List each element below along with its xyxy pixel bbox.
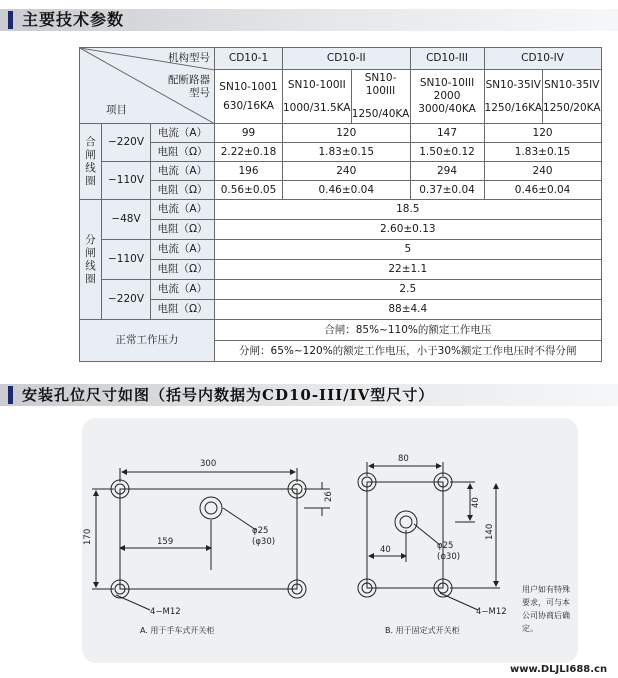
trip-110v-label: −110V	[102, 240, 151, 280]
a-caption: A. 用于手车式开关柜	[140, 626, 215, 635]
breaker-m4-right-rating: 1250/20KA	[543, 101, 601, 114]
close-220-res-m3: 1.50±0.12	[410, 143, 484, 162]
breaker-m1-type: SN10-1001	[219, 80, 278, 93]
b-outline	[367, 482, 443, 588]
model-cd10-1: CD10-1	[215, 48, 283, 70]
close-220-res-m1: 2.22±0.18	[215, 143, 283, 162]
b-dim-40-vertical: 40	[471, 497, 481, 508]
breaker-m4-right-type: SN10-35IV	[544, 78, 600, 91]
row-label-current: 电流（A）	[151, 240, 215, 260]
row-label-current: 电流（A）	[151, 162, 215, 181]
close-range-text: 合闸：85%~110%的额定工作电压	[215, 320, 602, 341]
close-110-current-m3: 294	[410, 162, 484, 181]
section-title-mounting: 安装孔位尺寸如图（括号内数据为CD10-III/IV型尺寸）	[22, 386, 435, 404]
close-220-res-m2: 1.83±0.15	[283, 143, 411, 162]
trip-220-current: 2.5	[215, 280, 602, 300]
b-dim-140: 140	[485, 523, 495, 540]
trip-48v-label: −48V	[102, 200, 151, 240]
breaker-m1-rating: 630/16KA	[223, 99, 274, 112]
close-110v-label: −110V	[102, 162, 151, 200]
close-220-current-m3: 147	[410, 124, 484, 143]
model-cd10-3: CD10-III	[410, 48, 484, 70]
row-label-resistance: 电阻（Ω）	[151, 143, 215, 162]
breaker-m3-rating1: 2000	[433, 90, 461, 102]
row-label-resistance: 电阻（Ω）	[151, 260, 215, 280]
normal-pressure-label: 正常工作压力	[80, 320, 215, 362]
breaker-m2-left-rating: 1000/31.5KA	[283, 101, 351, 114]
row-label-current: 电流（A）	[151, 124, 215, 143]
breaker-m3-type: SN10-10III	[419, 77, 475, 89]
breaker-m2-right-type: SN10-100III	[364, 72, 397, 97]
b-caption: B. 用于固定式开关柜	[385, 626, 460, 635]
trip-220v-label: −220V	[102, 280, 151, 320]
a-dim-width: 300	[200, 459, 217, 469]
close-110-current-m1: 196	[215, 162, 283, 181]
row-label-resistance: 电阻（Ω）	[151, 300, 215, 320]
close-110-res-m3: 0.37±0.04	[410, 181, 484, 200]
row-label-current: 电流（A）	[151, 200, 215, 220]
note-line-1: 用户如有特殊	[522, 585, 570, 594]
corner-breaker-label2: 型号	[189, 87, 210, 99]
a-dim-26: 26	[324, 491, 334, 502]
breaker-m3-rating2: 3000/40KA	[418, 103, 476, 115]
breaker-m2-left-type: SN10-100II	[287, 78, 346, 91]
close-110-current-m4: 240	[484, 162, 601, 181]
a-phi25: φ25	[252, 526, 269, 536]
row-label-resistance: 电阻（Ω）	[151, 181, 215, 200]
corner-breaker-label: 配断路器	[168, 74, 210, 86]
model-cd10-4: CD10-IV	[484, 48, 601, 70]
trip-110-res: 22±1.1	[215, 260, 602, 280]
note-line-2: 要求，可与本	[522, 598, 570, 607]
a-phi30: (φ30)	[252, 537, 276, 547]
close-coil-text: 合闸线圈	[85, 135, 96, 187]
watermark-text: www.DLJLI688.cn	[510, 664, 608, 675]
b-phi25: φ25	[437, 541, 454, 551]
a-dim-170: 170	[83, 528, 93, 545]
b-holes: 4−M12	[476, 607, 507, 617]
breaker-m2-right-rating: 1250/40KA	[351, 108, 410, 120]
section-title-specs: 主要技术参数	[22, 10, 125, 29]
trip-110-current: 5	[215, 240, 602, 260]
note-line-4: 定。	[522, 624, 538, 633]
close-110-res-m4: 0.46±0.04	[484, 181, 601, 200]
close-220-current-m4: 120	[484, 124, 601, 143]
breaker-m4-left-rating: 1250/16KA	[484, 101, 543, 114]
b-dim-width: 80	[398, 454, 409, 464]
row-label-current: 电流（A）	[151, 280, 215, 300]
b-phi30: (φ30)	[437, 552, 461, 562]
b-dim-40-horizontal: 40	[380, 545, 391, 555]
a-dim-159: 159	[157, 537, 174, 547]
close-220-res-m4: 1.83±0.15	[484, 143, 601, 162]
trip-220-res: 88±4.4	[215, 300, 602, 320]
model-cd10-2: CD10-II	[283, 48, 411, 70]
corner-item-label: 项目	[106, 104, 127, 116]
a-holes: 4−M12	[150, 607, 181, 617]
close-220v-label: −220V	[102, 124, 151, 162]
close-110-res-m2: 0.46±0.04	[283, 181, 411, 200]
close-220-current-m2: 120	[283, 124, 411, 143]
close-110-current-m2: 240	[283, 162, 411, 181]
corner-mechanism-label: 机构型号	[168, 52, 210, 64]
trip-coil-text: 分闸线圈	[85, 233, 96, 285]
note-line-3: 公司协商后确	[522, 611, 570, 620]
row-label-resistance: 电阻（Ω）	[151, 220, 215, 240]
close-110-res-m1: 0.56±0.05	[215, 181, 283, 200]
trip-48-current: 18.5	[215, 200, 602, 220]
trip-range-text: 分闸：65%~120%的额定工作电压，小于30%额定工作电压时不得分闸	[215, 341, 602, 362]
close-220-current-m1: 99	[215, 124, 283, 143]
breaker-m4-left-type: SN10-35IV	[485, 78, 541, 91]
trip-48-res: 2.60±0.13	[215, 220, 602, 240]
